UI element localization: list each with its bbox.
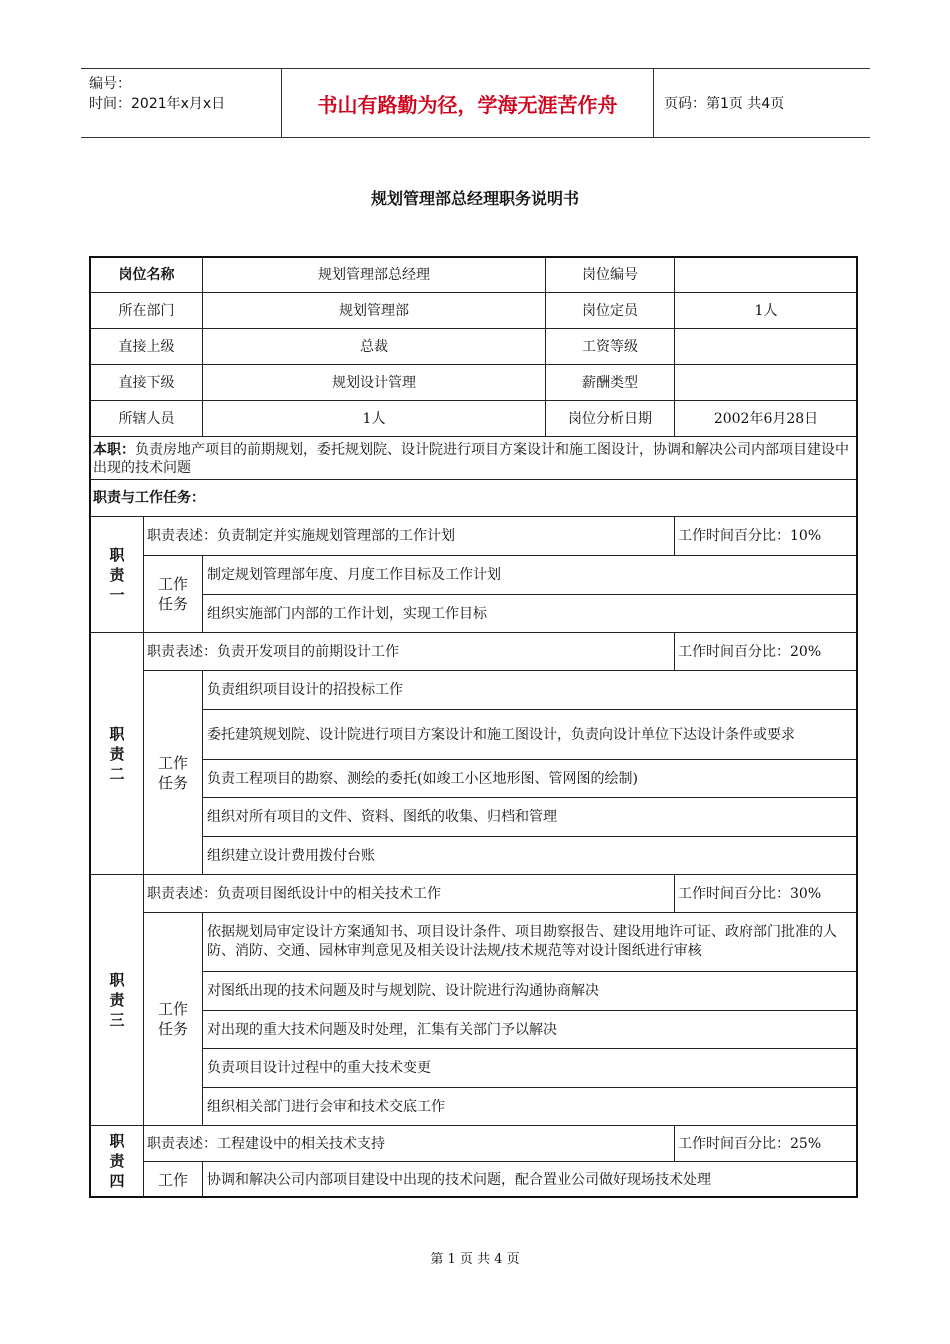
duty-3-percent: 工作时间百分比：30%: [678, 885, 822, 902]
superior-label: 直接上级: [118, 338, 175, 355]
duty-2-task-label: 工作 任务: [157, 753, 188, 792]
analysis-date-label: 岗位分析日期: [568, 410, 652, 427]
duty-2-task-2: 委托建筑规划院、设计院进行项目方案设计和施工图设计，负责向设计单位下达设计条件或要求: [207, 726, 795, 743]
duty-1-task-2: 组织实施部门内部的工作计划，实现工作目标: [207, 605, 487, 622]
document-title: 规划管理部总经理职务说明书: [370, 189, 579, 208]
pay-type-value: [675, 365, 857, 400]
duty-4-name: 职 责 四: [109, 1132, 125, 1190]
analysis-date-value: 2002年6月28日: [713, 410, 819, 427]
duty-4-task-1: 协调和解决公司内部项目建设中出现的技术问题，配合置业公司做好现场技术处理: [207, 1171, 711, 1188]
headcount-label: 岗位定员: [582, 302, 638, 319]
header-motto: 书山有路勤为径，学海无涯苦作舟: [282, 69, 654, 137]
header-page-info: 页码：第1页 共4页: [664, 96, 785, 112]
superior-value: 总裁: [360, 338, 388, 355]
salary-grade-label: 工资等级: [582, 338, 638, 355]
number-label: 编号：: [89, 76, 131, 92]
duty-summary-label: 本职：: [93, 442, 135, 458]
header-meta: [81, 69, 282, 137]
subordinate-value: 规划设计管理: [332, 374, 416, 391]
duty-4-percent: 工作时间百分比：25%: [678, 1135, 822, 1152]
staff-label: 所辖人员: [118, 410, 175, 427]
staff-value: 1人: [362, 410, 386, 427]
department-label: 所在部门: [118, 302, 175, 319]
duty-3-task-label: 工作 任务: [157, 1000, 188, 1038]
duty-2-task-5: 组织建立设计费用拨付台账: [207, 847, 375, 864]
duty-1-description: 职责表述：负责制定并实施规划管理部的工作计划: [147, 528, 455, 544]
duty-3-name: 职 责 三: [109, 971, 125, 1029]
duty-3-task-5: 组织相关部门进行会审和技术交底工作: [207, 1098, 445, 1115]
duty-3-task-1: 依据规划局审定设计方案通知书、项目设计条件、项目勘察报告、建设用地许可证、政府部门批准的人防、消防、交通、园林审判意见及相关设计法规/技术规范等对设计图纸进行审核: [207, 924, 837, 959]
duties-header: 职责与工作任务：: [93, 490, 205, 506]
duty-1-percent: 工作时间百分比：10%: [678, 528, 822, 544]
headcount-value: 1人: [754, 302, 778, 319]
duty-1-task-1: 制定规划管理部年度、月度工作目标及工作计划: [207, 567, 501, 583]
duty-1-task-label: 工作 任务: [157, 575, 188, 613]
duty-3-task-2: 对图纸出现的技术问题及时与规划院、设计院进行沟通协商解决: [207, 983, 599, 999]
duty-2-task-4: 组织对所有项目的文件、资料、图纸的收集、归档和管理: [207, 809, 557, 825]
department-value: 规划管理部: [339, 302, 409, 319]
duty-2-task-3: 负责工程项目的勘察、测绘的委托(如竣工小区地形图、管网图的绘制): [207, 770, 638, 787]
position-no-value: [675, 257, 857, 292]
duty-1-name: 职 责 一: [109, 545, 125, 604]
subordinate-label: 直接下级: [118, 374, 175, 391]
duty-2-percent: 工作时间百分比：20%: [678, 643, 822, 660]
time-label: 时间：2021年x月x日: [89, 96, 226, 112]
duty-2-name: 职 责 二: [109, 724, 125, 783]
duty-4-description: 职责表述：工程建设中的相关技术支持: [147, 1135, 385, 1152]
document-header: [81, 68, 870, 138]
position-name-label: 岗位名称: [118, 266, 175, 283]
duty-2-description: 职责表述：负责开发项目的前期设计工作: [147, 643, 399, 660]
duty-2-task-1: 负责组织项目设计的招投标工作: [207, 682, 403, 698]
duty-summary: [93, 438, 857, 479]
salary-grade-value: [675, 329, 857, 364]
duty-3-task-4: 负责项目设计过程中的重大技术变更: [207, 1060, 431, 1076]
duty-summary-text: 负责房地产项目的前期规划，委托规划院、设计院进行项目方案设计和施工图设计，协调和解决公司内部项目建设中出现的技术问题: [93, 442, 849, 476]
page-footer: 第 1 页 共 4 页: [430, 1252, 520, 1267]
pay-type-label: 薪酬类型: [582, 374, 638, 391]
duty-3-description: 职责表述：负责项目图纸设计中的相关技术工作: [147, 885, 441, 902]
duty-4-task-label: 工作: [157, 1170, 188, 1189]
position-name-value: 规划管理部总经理: [318, 266, 430, 283]
position-no-label: 岗位编号: [582, 266, 638, 283]
duty-3-task-3: 对出现的重大技术问题及时处理，汇集有关部门予以解决: [207, 1021, 557, 1038]
